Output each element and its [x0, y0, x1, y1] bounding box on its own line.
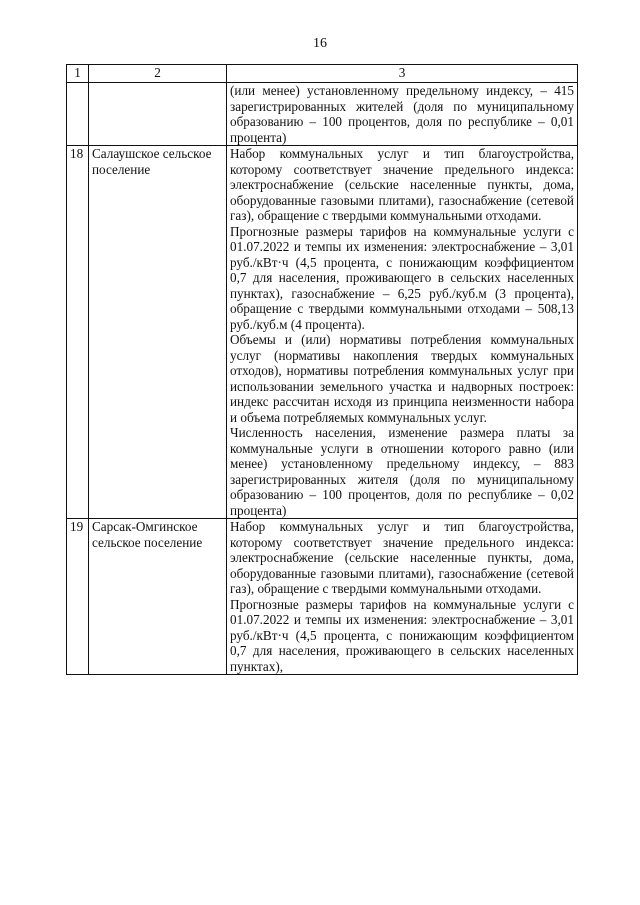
content-paragraph: Набор коммунальных услуг и тип благоустройства, которому соответствует значение предельного индекса: электроснабжение (сельские населенные пункты, дома, оборудованные газовыми плитами), газоснабжение (сетевой газ), обращение с твердыми коммунальными отходами.: [230, 146, 574, 223]
content-paragraph: (или менее) установленному предельному индексу, – 415 зарегистрированных жителей (доля по муниципальному образованию – 100 процентов, доля по республике – 0,01 процента): [230, 83, 574, 145]
settlement-name: Салаушское сельское поселение: [89, 146, 227, 519]
content-paragraph: Численность населения, изменение размера платы за коммунальные услуги в отношении которого равно (или менее) установленному предельному индексу, – 883 зарегистрированных жителя (доля по муниципальному образованию – 100 процентов, доля по республике – 0,02 процента): [230, 425, 574, 518]
row-content: [227, 83, 578, 146]
table-header-row: [67, 65, 578, 83]
table-row-18: [67, 146, 578, 519]
settlement-name: Сарсак-Омгинское сельское поселение: [89, 519, 227, 675]
row-number: 18: [67, 146, 89, 519]
content-paragraph: Объемы и (или) нормативы потребления коммунальных услуг (нормативы накопления твердых коммунальных отходов), нормативы потребления коммунальных услуг при использовании земельного участка и надворных построек: индекс рассчитан исходя из принципа неизменности набора и объема потребляемых коммунальных услуг.: [230, 332, 574, 425]
column-header-2: 2: [89, 65, 227, 83]
column-header-3: 3: [227, 65, 578, 83]
table-row-19: [67, 519, 578, 675]
column-header-1: 1: [67, 65, 89, 83]
page-number: 16: [313, 36, 327, 51]
content-paragraph: Прогнозные размеры тарифов на коммунальные услуги с 01.07.2022 и темпы их изменения: электроснабжение – 3,01 руб./кВт·ч (4,5 процента, с понижающим коэффициентом 0,7 для населения, проживающего в сельских населенных пунктах), газоснабжение – 6,25 руб./куб.м (3 процента), обращение с твердыми коммунальными отходами – 508,13 руб./куб.м (4 процента).: [230, 223, 574, 332]
row-number: [67, 83, 89, 146]
settlement-name: [89, 83, 227, 146]
content-paragraph: Прогнозные размеры тарифов на коммунальные услуги с 01.07.2022 и темпы их изменения: электроснабжение – 3,01 руб./кВт·ч (4,5 процента, с понижающим коэффициентом 0,7 для населения, проживающего в сельских населенных пунктах),: [230, 596, 574, 674]
indices-table: [66, 64, 578, 675]
row-content: [227, 146, 578, 519]
table-row-continuation: [67, 83, 578, 146]
row-number: 19: [67, 519, 89, 675]
row-content: [227, 519, 578, 675]
content-paragraph: Набор коммунальных услуг и тип благоустройства, которому соответствует значение предельного индекса: электроснабжение (сельские населенные пункты, дома, оборудованные газовыми плитами), газоснабжение (сетевой газ), обращение с твердыми коммунальными отходами.: [230, 519, 574, 596]
